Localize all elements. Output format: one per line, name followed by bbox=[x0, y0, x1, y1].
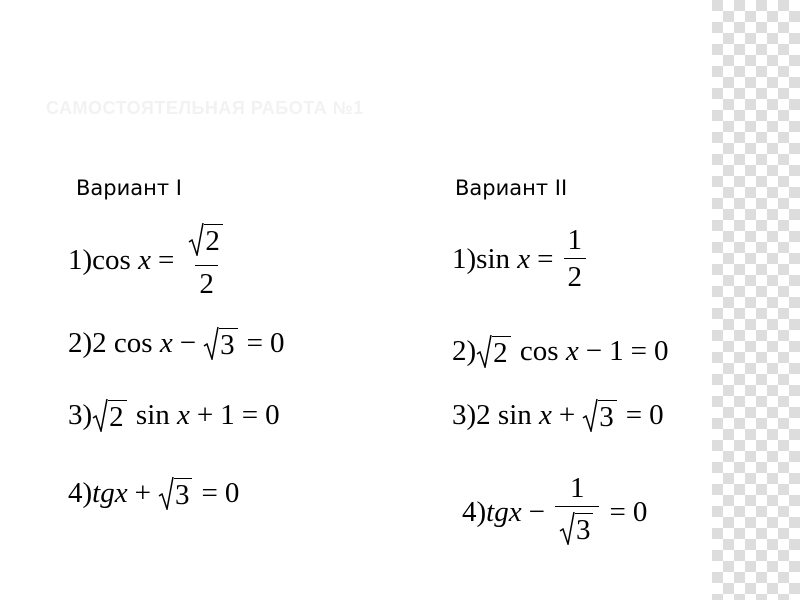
side-pattern-decoration bbox=[712, 0, 800, 600]
square-root: 2 bbox=[92, 398, 127, 432]
equation-v2-2: 2) 2 cos x − 1 = 0 bbox=[452, 334, 669, 369]
function-name: cos bbox=[92, 244, 131, 276]
variant-2-heading: Вариант II bbox=[455, 176, 568, 200]
equation-v1-2: 2) 2 cos x − 3 = 0 bbox=[68, 326, 285, 361]
equation-number: 1) bbox=[68, 244, 93, 276]
equation-v1-3: 3) 2 sin x + 1 = 0 bbox=[68, 398, 280, 433]
square-root: 3 bbox=[203, 326, 238, 360]
square-root: 3 bbox=[582, 398, 617, 432]
operator: = bbox=[157, 244, 175, 276]
square-root: 2 bbox=[476, 334, 511, 368]
fraction: $\frac{1}{2}$ bbox=[564, 226, 587, 292]
fraction: $\frac{1}{3}$ bbox=[555, 474, 600, 551]
slide-title: САМОСТОЯТЕЛЬНАЯ РАБОТА №1 bbox=[46, 98, 364, 118]
equation-v1-1 bbox=[68, 222, 232, 299]
variant-1-heading: Вариант I bbox=[76, 176, 182, 200]
equation-v1-4: 4) tgx + 3 = 0 bbox=[68, 476, 240, 511]
fraction: $\frac{2}{2}$ bbox=[184, 222, 229, 299]
variable: x bbox=[138, 244, 151, 276]
equation-v2-4: 4) tgx − $\frac{1}{3}$ = 0 bbox=[462, 474, 647, 551]
equation-v2-1: 1) sin x = $\frac{1}{2}$ bbox=[452, 226, 589, 292]
square-root: 3 bbox=[559, 511, 594, 545]
square-root: 3 bbox=[158, 476, 193, 510]
equation-v2-3: 3) 2 sin x + 3 = 0 bbox=[452, 398, 664, 433]
square-root: 2 bbox=[188, 222, 223, 256]
